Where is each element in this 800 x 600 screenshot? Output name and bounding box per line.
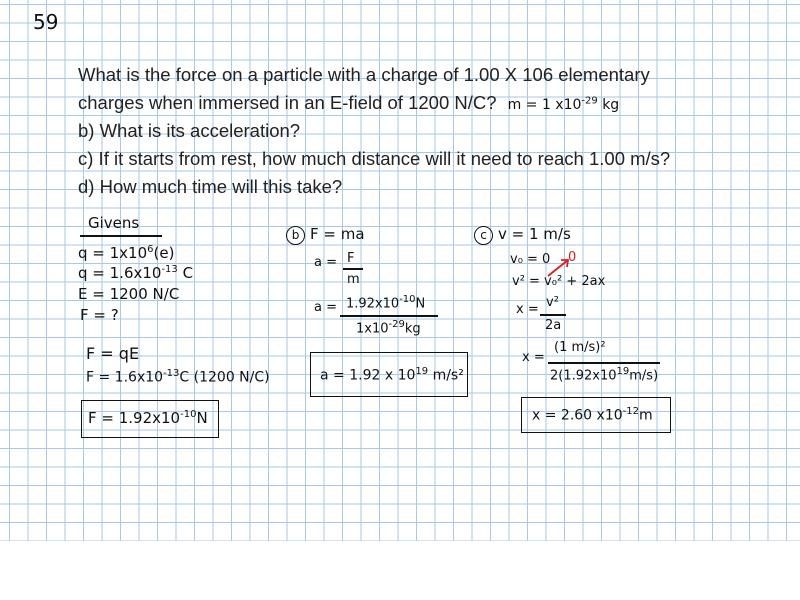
part-b-marker-icon: b [286,226,305,245]
question-part-b: b) What is its acceleration? [78,120,301,141]
acceleration-answer [320,366,464,384]
part-c-sub-denominator-exponent: 19 [616,366,630,377]
part-b-header [286,225,365,245]
given-charge-coulomb-exponent: -13 [161,264,178,275]
givens-heading: Givens [88,214,140,232]
given-charge-coulomb-value: q = 1.6x10 [78,264,162,282]
part-b-sub-label: a = [314,300,337,315]
acceleration-answer-exponent: 19 [415,366,429,377]
part-c-x-denominator: 2a [545,318,562,333]
part-c-velocity: v = 1 m/s [498,225,571,243]
part-b-sub-numerator-value: 1.92x10 [346,296,400,312]
acceleration-answer-unit: m/s² [432,367,464,384]
given-charge-coulomb [78,264,193,282]
force-answer-value: F = 1.92x10 [88,409,181,427]
part-b-a-fraction-bar [343,268,363,270]
part-c-sub-denominator-value: 2(1.92x10 [550,368,617,384]
part-b-a-denominator: m [347,272,360,287]
force-formula: F = qE [86,344,140,363]
force-answer-unit: N [196,409,208,427]
force-substitution [86,368,270,386]
given-charge-elementary-value: q = 1x10 [78,244,148,262]
given-electric-field-value: E = 1200 [78,285,148,303]
given-charge-elementary [78,244,174,262]
given-charge-coulomb-unit: C [182,264,194,282]
question-part-d: d) How much time will this take? [78,176,343,197]
question-line-2-text: charges when immersed in an E-field of 1200 N/C? [78,92,497,113]
part-c-sub-denominator [550,366,658,383]
acceleration-answer-value: a = 1.92 x 10 [320,367,416,384]
given-charge-elementary-exponent: 6 [147,244,154,255]
part-b-sub-denominator [356,319,421,336]
given-electric-field [78,285,179,303]
given-electric-field-unit: N/C [152,285,180,303]
force-substitution-rest: C (1200 N/C) [179,369,270,386]
part-c-kinematic-equation: v² = v₀² + 2ax [512,274,606,289]
part-b-sub-numerator-unit: N [415,296,426,312]
givens-underline [80,235,162,237]
force-answer [88,409,208,427]
part-b-a-label: a = [314,255,337,270]
part-b-formula: F = ma [310,225,365,243]
distance-answer [532,406,653,424]
question-part-c: c) If it starts from rest, how much distance will it need to reach 1.00 m/s? [78,148,671,169]
part-b-sub-denominator-value: 1x10 [356,321,389,337]
part-c-x-numerator: v² [546,295,559,310]
given-charge-elementary-unit: (e) [153,244,175,262]
force-substitution-value: F = 1.6x10 [86,369,164,386]
page-number: 59 [33,10,59,34]
distance-answer-exponent: -12 [622,406,639,417]
correction-zero: 0 [568,250,577,265]
force-substitution-exponent: -13 [163,368,180,379]
mass-note-exponent: -29 [581,95,598,107]
part-b-sub-denominator-unit: kg [404,321,421,337]
part-c-sub-numerator: (1 m/s)² [554,340,606,355]
part-c-sub-fraction-bar [548,362,660,364]
distance-answer-unit: m [638,407,653,424]
part-c-initial-velocity: v₀ = 0 [510,252,551,267]
part-b-sub-fraction-bar [340,315,438,317]
mass-note-unit: kg [602,97,620,113]
part-c-marker-icon: c [474,226,493,245]
part-c-header [474,225,571,245]
part-b-sub-numerator-exponent: -10 [399,294,416,305]
part-c-x-fraction-bar [540,314,566,316]
question-line-2 [78,92,619,114]
part-c-sub-label: x = [522,350,545,365]
part-b-sub-numerator [346,294,425,311]
question-line-1: What is the force on a particle with a charge of 1.00 X 106 elementary [78,64,650,85]
given-force-unknown: F = ? [80,306,119,324]
force-answer-exponent: -10 [180,409,197,420]
distance-answer-value: x = 2.60 x10 [532,407,623,424]
part-b-a-numerator: F [347,251,355,266]
part-c-sub-denominator-unit: m/s) [629,368,659,384]
correction-arrow-icon [544,252,584,280]
mass-note [508,97,620,113]
part-c-x-label: x = [516,302,539,317]
part-b-sub-denominator-exponent: -29 [388,319,405,330]
mass-note-value: m = 1 x10 [507,97,582,113]
